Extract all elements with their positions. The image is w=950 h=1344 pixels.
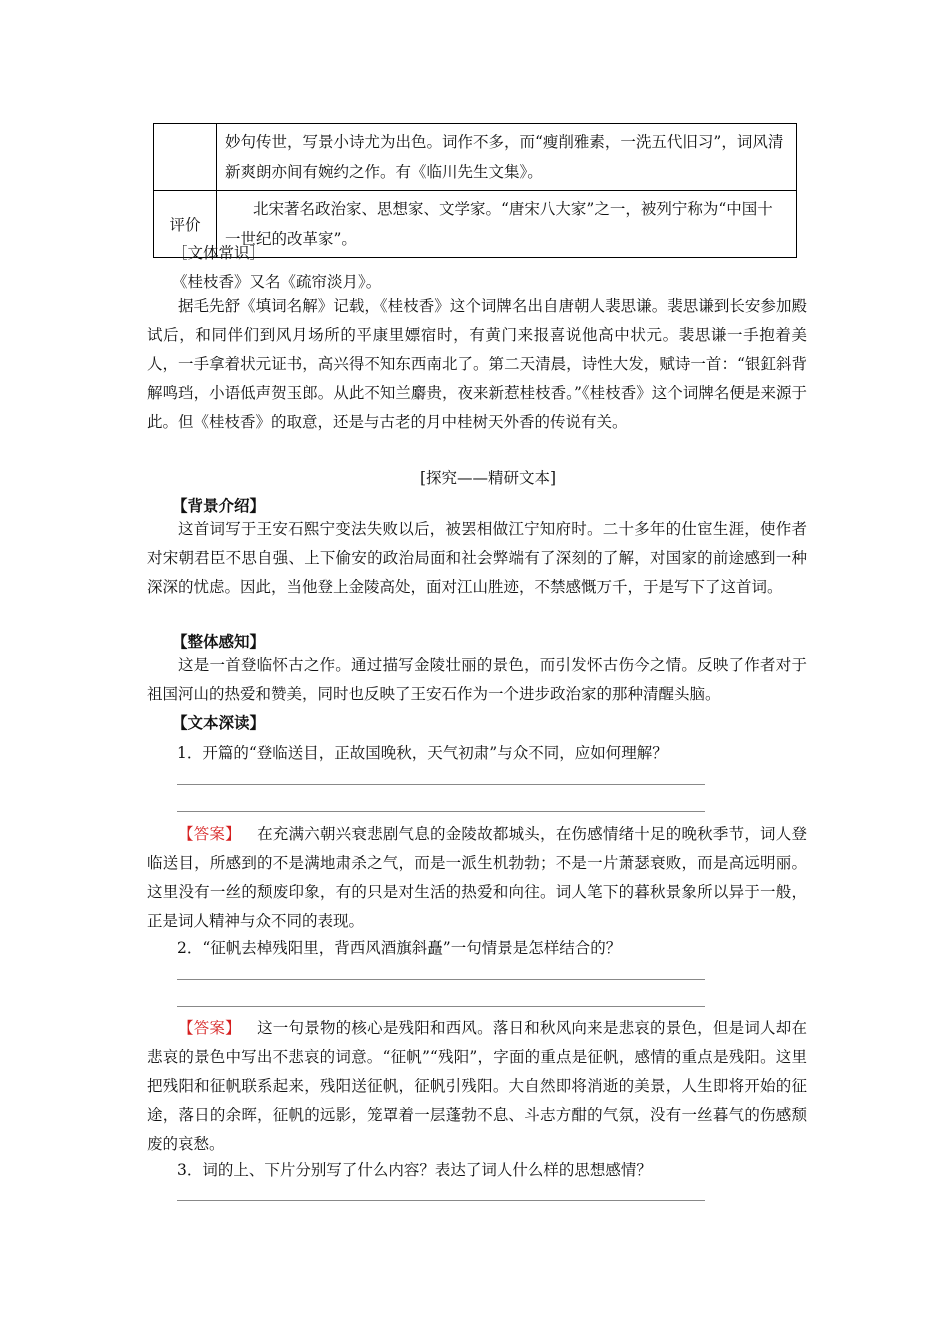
deep-reading-heading: 【文本深读】 bbox=[172, 713, 266, 732]
question-3: 3．词的上、下片分别写了什么内容？表达了词人什么样的思想感情？ bbox=[177, 1161, 652, 1179]
answer-tag: 【答案】 bbox=[178, 1019, 241, 1037]
table-row bbox=[154, 124, 797, 191]
answer-line bbox=[177, 1006, 705, 1007]
overall-paragraph: 这是一首登临怀古之作。通过描写金陵壮丽的景色，而引发怀古伤今之情。反映了作者对于祖国河山的热爱和赞美，同时也反映了王安石作为一个进步政治家的那种清醒头脑。 bbox=[147, 656, 807, 703]
evaluation-label: 评价 bbox=[154, 191, 217, 258]
background-paragraph: 这首词写于王安石熙宁变法失败以后，被罢相做江宁知府时。二十多年的仕宦生涯，使作者对宋朝君臣不思自强、上下偷安的政治局面和社会弊端有了深刻的了解，对国家的前途感到一种深深的忧虑。因此，当他登上金陵高处，面对江山胜迹，不禁感慨万千，于是写下了这首词。 bbox=[147, 520, 807, 596]
answer-line bbox=[177, 979, 705, 980]
author-info-table bbox=[153, 123, 797, 258]
section-title: [探究——精研文本] bbox=[420, 469, 557, 487]
table-label-cell-empty bbox=[154, 124, 217, 191]
evaluation-text: 北宋著名政治家、思想家、文学家。“唐宋八大家”之一，被列宁称为“中国十一世纪的改革家”。 bbox=[225, 200, 773, 248]
question-2: 2．“征帆去棹残阳里，背西风酒旗斜矗”一句情景是怎样结合的？ bbox=[177, 939, 622, 957]
question-1: 1．开篇的“登临送目，正故国晚秋，天气初肃”与众不同，应如何理解？ bbox=[177, 744, 668, 762]
answer-line bbox=[177, 1200, 705, 1201]
answer-line bbox=[177, 784, 705, 785]
wenti-line1: 《桂枝香》又名《疏帘淡月》。 bbox=[172, 273, 382, 291]
answer-line bbox=[177, 811, 705, 812]
answer-tag: 【答案】 bbox=[178, 825, 241, 843]
answer-2 bbox=[147, 1014, 807, 1159]
answer-2-text: 这一句景物的核心是残阳和西风。落日和秋风向来是悲哀的景色，但是词人却在悲哀的景色中写出不悲哀的词意。“征帆”“残阳”，字面的重点是征帆，感情的重点是残阳。这里把残阳和征帆联系起来，残阳送征帆，征帆引残阳。大自然即将消逝的美景，人生即将开始的征途，落日的余晖，征帆的远影，笼罩着一层蓬勃不息、斗志方酣的气氛，没有一丝暮气的伤感颓废的哀愁。 bbox=[147, 1019, 807, 1153]
works-cell: 妙句传世，写景小诗尤为出色。词作不多，而“瘦削雅素，一洗五代旧习”，词风清新爽朗亦间有婉约之作。有《临川先生文集》。 bbox=[217, 124, 797, 191]
answer-1 bbox=[147, 820, 807, 936]
wenti-paragraph: 据毛先舒《填词名解》记载，《桂枝香》这个词牌名出自唐朝人裴思谦。裴思谦到长安参加殿试后，和同伴们到风月场所的平康里嫖宿时，有黄门来报喜说他高中状元。裴思谦一手抱着美人，一手拿着状元证书，高兴得不知东西南北了。第二天清晨，诗性大发，赋诗一首：“银釭斜背解鸣珰，小语低声贺玉郎。从此不知兰麝贵，夜来新惹桂枝香。”《桂枝香》这个词牌名便是来源于此。但《桂枝香》的取意，还是与古老的月中桂树天外香的传说有关。 bbox=[147, 297, 807, 431]
answer-1-text: 在充满六朝兴衰悲剧气息的金陵故都城头，在伤感情绪十足的晚秋季节，词人登临送目，所感到的不是满地肃杀之气，而是一派生机勃勃；不是一片萧瑟衰败，而是高远明丽。这里没有一丝的颓废印象，有的只是对生活的热爱和向往。词人笔下的暮秋景象所以异于一般，正是词人精神与众不同的表现。 bbox=[147, 825, 807, 930]
overall-heading: 【整体感知】 bbox=[172, 632, 266, 651]
background-heading: 【背景介绍】 bbox=[172, 496, 266, 515]
wenti-heading: ［文体常识］ bbox=[172, 244, 266, 262]
